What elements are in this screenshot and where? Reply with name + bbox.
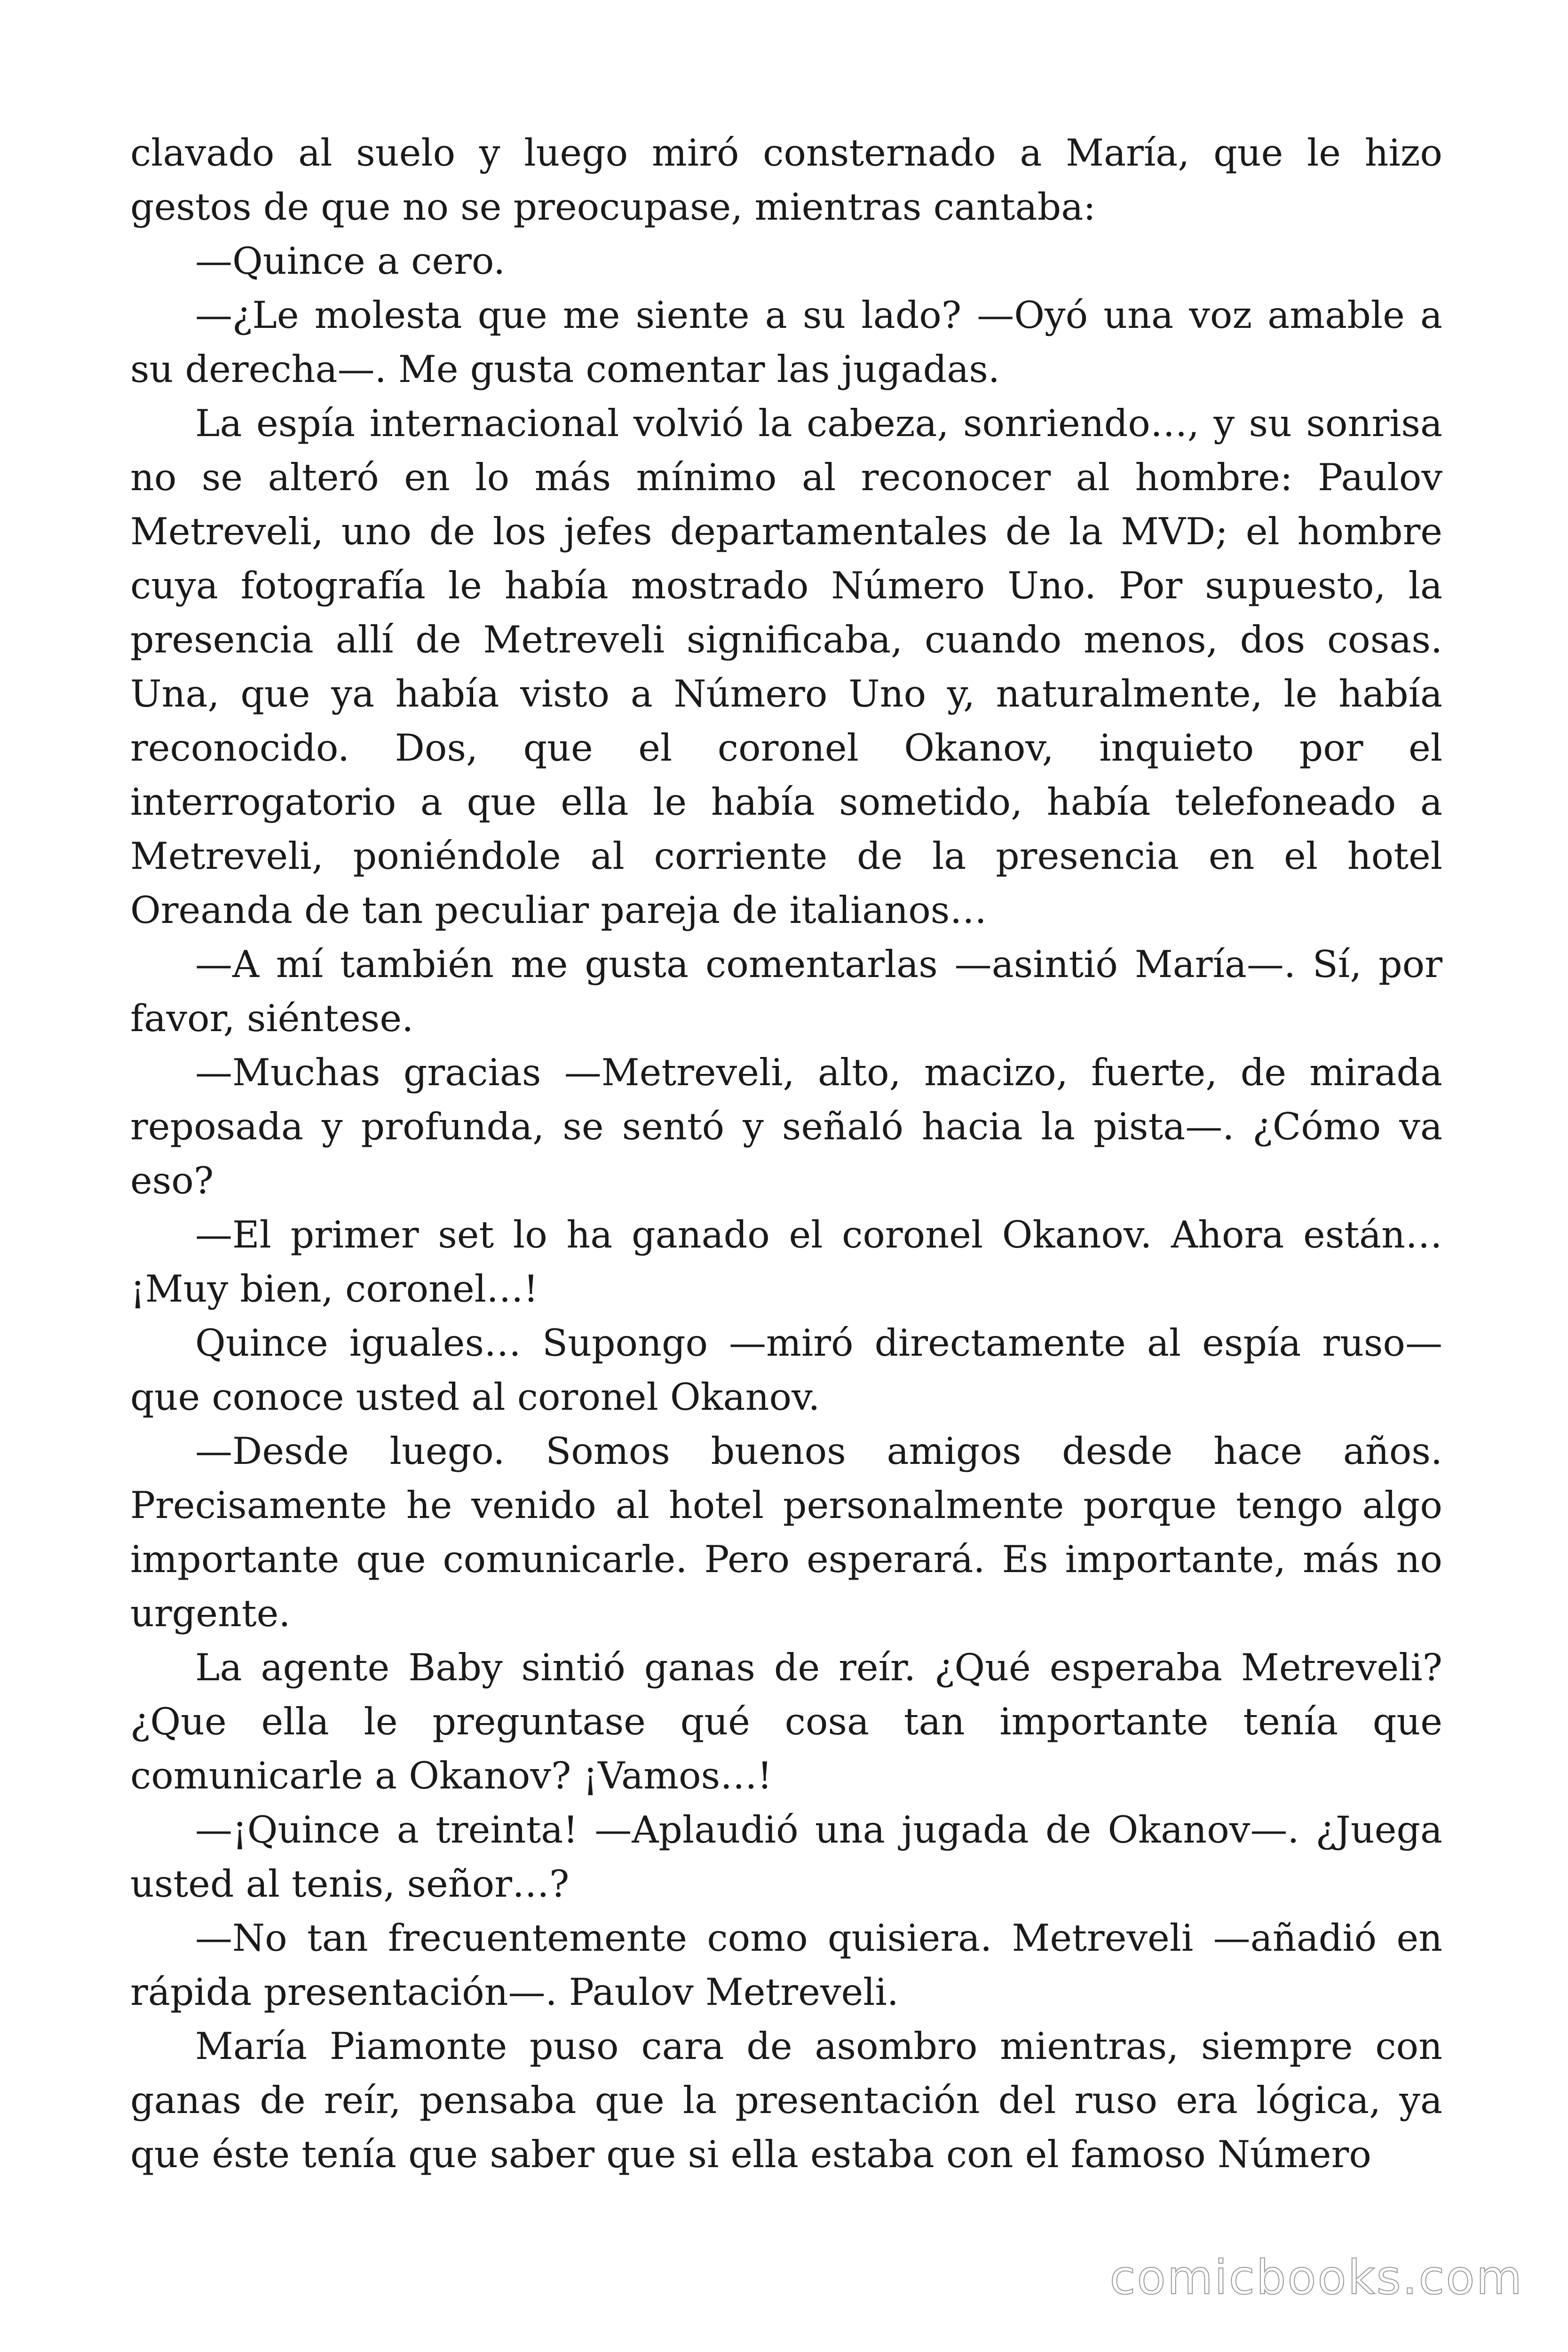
paragraph: María Piamonte puso cara de asombro mientras, siempre con ganas de reír, pensaba que la presentación del ruso era lógica, ya que éste tenía que saber que si ella estaba con el famoso Número <box>130 2025 1442 2176</box>
paragraph: —Muchas gracias —Metreveli, alto, macizo, fuerte, de mirada reposada y profunda, se sentó y señaló hacia la pista—. ¿Cómo va eso? <box>130 1051 1442 1202</box>
paragraph: —¿Le molesta que me siente a su lado? —Oyó una voz amable a su derecha—. Me gusta comentar las jugadas. <box>130 294 1442 391</box>
paragraph: La espía internacional volvió la cabeza, sonriendo…, y su sonrisa no se alteró en lo más mínimo al reconocer al hombre: Paulov Metreveli, uno de los jefes departamentales de la MVD; el hombre cuya fotografía le había mostrado Número Uno. Por supuesto, la presencia allí de Metreveli significaba, cuando menos, dos cosas. Una, que ya había visto a Número Uno y, naturalmente, le había reconocido. Dos, que el coronel Okanov, inquieto por el interrogatorio a que ella le había sometido, había telefoneado a Metreveli, poniéndole al corriente de la presencia en el hotel Oreanda de tan peculiar pareja de italianos… <box>130 402 1442 932</box>
paragraph: —¡Quince a treinta! —Aplaudió una jugada de Okanov—. ¿Juega usted al tenis, señor…? <box>130 1808 1442 1906</box>
paragraph: Quince iguales… Supongo —miró directamente al espía ruso— que conoce usted al coronel Okanov. <box>130 1321 1442 1419</box>
paragraph: —No tan frecuentemente como quisiera. Metreveli —añadió en rápida presentación—. Paulov Metreveli. <box>130 1916 1442 2014</box>
paragraph: clavado al suelo y luego miró consternado a María, que le hizo gestos de que no se preocupase, mientras cantaba: <box>130 131 1442 229</box>
watermark: comicbooks.com <box>1109 2250 1523 2305</box>
paragraph: —Desde luego. Somos buenos amigos desde hace años. Precisamente he venido al hotel personalmente porque tengo algo importante que comunicarle. Pero esperará. Es importante, más no urgente. <box>130 1430 1442 1635</box>
paragraph: —Quince a cero. <box>195 239 506 283</box>
paragraph: La agente Baby sintió ganas de reír. ¿Qué esperaba Metreveli? ¿Que ella le preguntase qué cosa tan importante tenía que comunicarle a Okanov? ¡Vamos…! <box>130 1646 1442 1797</box>
paragraph: —A mí también me gusta comentarlas —asintió María—. Sí, por favor, siéntese. <box>130 943 1442 1040</box>
book-page-text <box>130 126 1442 2182</box>
paragraph: —El primer set lo ha ganado el coronel Okanov. Ahora están… ¡Muy bien, coronel…! <box>130 1213 1442 1311</box>
